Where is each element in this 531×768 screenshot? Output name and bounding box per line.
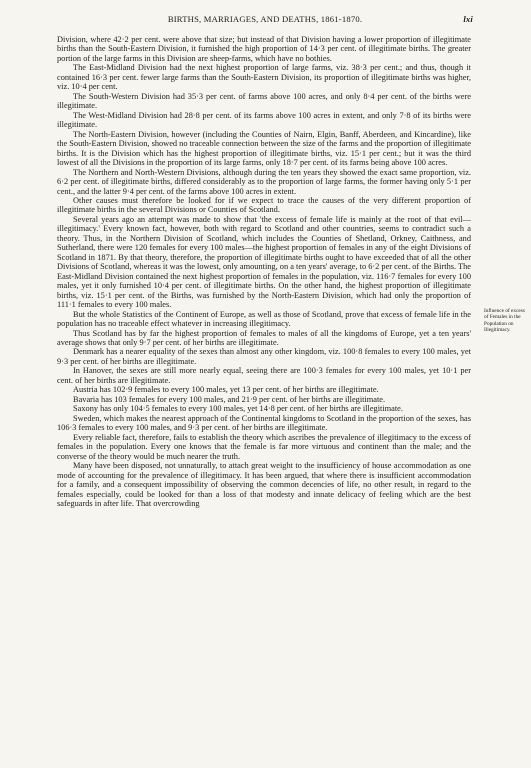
- paragraph: Several years ago an attempt was made to show that 'the excess of female life is mainly at the root of that evil—illegitimacy.' Every known fact, however, both with regard to Scotland and other countries, seems to contradict such a theory. Thus, in the Northern Division of Scotland, which includes the Counties of Shetland, Orkney, Caithness, and Sutherland, there were 120 females for every 100 males—the highest proportion of females in any of the eight Divisions of Scotland in 1871. By that theory, therefore, the proportion of illegitimate births ought to have exceeded that of all the other Divisions of Scotland, whereas it was the lowest, only amounting, on a ten years' average, to 6·2 per cent. of the Births. The East-Midland Division contained the next highest proportion of females in the population, viz. 116·7 females for every 100 males, yet it only furnished 10·4 per cent. of illegitimate births. On the other hand, the highest proportion of illegitimate births, viz. 15·1 per cent. of the Births, was furnished by the North-Eastern Division, which had only the proportion of 111·1 females to every 100 males.: [57, 214, 471, 310]
- paragraph: Saxony has only 104·5 females to every 100 males, yet 14·8 per cent. of her births are illegitimate.: [73, 404, 403, 414]
- body-text: [57, 35, 471, 760]
- paragraph: Other causes must therefore be looked for if we expect to trace the causes of the very different proportion of illegitimate births in the several Divisions or Counties of Scotland.: [57, 195, 471, 215]
- paragraph: The West-Midland Division had 28·8 per cent. of its farms above 100 acres in extent, and only 7·8 of its births were illegitimate.: [57, 110, 471, 130]
- paragraph: The North-Eastern Division, however (including the Counties of Nairn, Elgin, Banff, Aberdeen, and Kincardine), like the South-Eastern Division, showed no traceable connection between the size of the farms and the proportion of illegitimate births. It is the Division which has the highest proportion of illegitimate births, viz. 15·1 per cent.; but it was the third lowest of all the Divisions in the proportion of its large farms, only 18·7 per cent. of its farms being above 100 acres.: [57, 129, 471, 168]
- paragraph: Austria has 102·9 females to every 100 males, yet 13 per cent. of her births are illegitimate.: [73, 385, 379, 395]
- running-title: BIRTHS, MARRIAGES, AND DEATHS, 1861-1870.: [167, 14, 363, 24]
- paragraph: The South-Western Division had 35·3 per cent. of farms above 100 acres, and only 8·4 per cent. of the births were illegitimate.: [57, 91, 471, 111]
- paragraph: Denmark has a nearer equality of the sexes than almost any other kingdom, viz. 100·8 females to every 100 males, yet 9·3 per cent. of her births are illegitimate.: [57, 347, 471, 366]
- paragraph: Division, where 42·2 per cent. were above that size; but instead of that Division having a lower proportion of illegitimate births than the South-Eastern Division, it furnished the high proportion of 14·3 per cent. of illegitimate births. The greater portion of the large farms in this Division are sheep-farms, which have no bothies.: [57, 35, 471, 63]
- paragraph: Every reliable fact, therefore, fails to establish the theory which ascribes the prevalence of illegitimacy to the excess of females in the population. Every one knows that the female is far more virtuous and continent than the male; and the converse of the theory would be much nearer the truth.: [57, 432, 471, 461]
- margin-note: Influence of excess of Females in the Population on Illegitimacy.: [484, 308, 525, 333]
- paragraph: But the whole Statistics of the Continent of Europe, as well as those of Scotland, prove that excess of female life in the population has no traceable effect whatever in increasing illegitimacy.: [57, 309, 471, 329]
- paragraph: Sweden, which makes the nearest approach of the Continental kingdoms to Scotland in the proportion of the sexes, has 106·3 females to every 100 males, and 9·3 per cent. of her births are illegitimate.: [57, 413, 471, 433]
- paragraph: In Hanover, the sexes are still more nearly equal, seeing there are 100·3 females for every 100 males, yet 10·1 per cent. of her births are illegitimate.: [57, 366, 471, 385]
- page-number: lxi: [463, 14, 473, 24]
- paragraph: The East-Midland Division had the next highest proportion of large farms, viz. 38·3 per cent.; and thus, though it contained 16·3 per cent. fewer large farms than the South-Eastern Division, its proportion of illegitimate births was higher, viz. 10·4 per cent.: [57, 63, 471, 92]
- paragraph: Many have been disposed, not unnaturally, to attach great weight to the insufficiency of house accommodation as one mode of accounting for the prevalence of illegitimacy. It has been argued, that where there is insufficient accommodation for a family, and a consequent impossibility of observing the common decencies of life, no other result, in regard to the females especially, could be looked for than a loss of that modesty and innate delicacy of feeling which are the best safeguards in after life. That overcrowding: [57, 461, 471, 508]
- paragraph: Thus Scotland has by far the highest proportion of females to males of all the kingdoms of Europe, yet a ten years' average shows that only 9·7 per cent. of her births are illegitimate.: [57, 328, 471, 347]
- paragraph: The Northern and North-Western Divisions, although during the ten years they showed the exact same proportion, viz. 6·2 per cent. of illegitimate births, differed considerably as to the proportion of large farms, the former having only 5·1 per cent., and the latter 9·4 per cent. of the farms above 100 acres in extent.: [57, 167, 471, 196]
- running-header: [57, 14, 473, 26]
- paragraph: Bavaria has 103 females for every 100 males, and 21·9 per cent. of her births are illegitimate.: [73, 394, 386, 404]
